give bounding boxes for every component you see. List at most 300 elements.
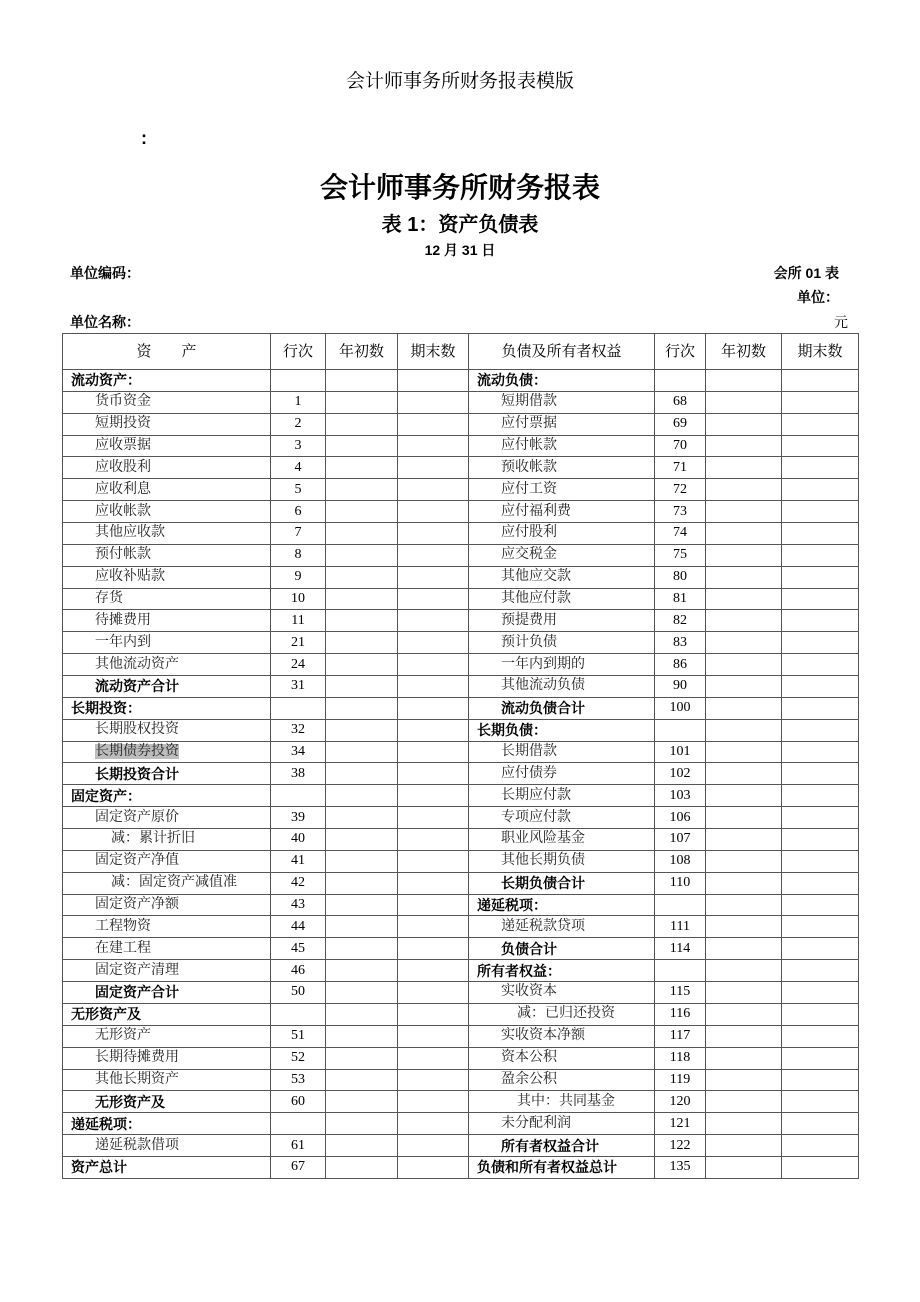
liability-end-value[interactable] bbox=[782, 370, 859, 392]
unit-code-label: 单位编码： bbox=[70, 265, 140, 281]
asset-row-no: 34 bbox=[271, 741, 326, 763]
asset-row-no bbox=[271, 370, 326, 392]
table-header-row bbox=[63, 334, 859, 370]
asset-row-no: 21 bbox=[271, 632, 326, 654]
colon-mark: : bbox=[141, 128, 147, 148]
table-row bbox=[63, 719, 859, 741]
liability-name: 其他长期负债 bbox=[469, 850, 655, 872]
asset-begin-value[interactable] bbox=[326, 763, 398, 785]
asset-end-value[interactable] bbox=[398, 1069, 469, 1091]
asset-end-value[interactable] bbox=[398, 763, 469, 785]
liability-end-value[interactable] bbox=[782, 654, 859, 676]
table-row bbox=[63, 807, 859, 829]
liability-end-value[interactable] bbox=[782, 1091, 859, 1113]
asset-row-no: 61 bbox=[271, 1135, 326, 1157]
asset-begin-value[interactable] bbox=[326, 610, 398, 632]
liability-name: 应付帐款 bbox=[469, 435, 655, 457]
asset-row-no: 6 bbox=[271, 501, 326, 523]
asset-end-value[interactable] bbox=[398, 544, 469, 566]
asset-name: 短期投资 bbox=[63, 413, 271, 435]
asset-end-value[interactable] bbox=[398, 719, 469, 741]
liability-name: 一年内到期的 bbox=[469, 654, 655, 676]
table-row bbox=[63, 1113, 859, 1135]
liability-end-value[interactable] bbox=[782, 785, 859, 807]
liability-name: 应付票据 bbox=[469, 413, 655, 435]
liability-row-no bbox=[655, 960, 706, 982]
liability-row-no: 118 bbox=[655, 1047, 706, 1069]
liability-end-value[interactable] bbox=[782, 763, 859, 785]
liability-name: 流动负债合计 bbox=[469, 697, 655, 719]
liability-begin-value[interactable] bbox=[706, 1156, 782, 1178]
asset-row-no: 2 bbox=[271, 413, 326, 435]
asset-begin-value[interactable] bbox=[326, 1135, 398, 1157]
asset-name: 固定资产合计 bbox=[63, 982, 271, 1004]
asset-end-value[interactable] bbox=[398, 588, 469, 610]
liability-row-no: 70 bbox=[655, 435, 706, 457]
liability-end-value[interactable] bbox=[782, 1135, 859, 1157]
asset-name: 应收补贴款 bbox=[63, 566, 271, 588]
asset-end-value[interactable] bbox=[398, 1156, 469, 1178]
table-row bbox=[63, 938, 859, 960]
liability-begin-value[interactable] bbox=[706, 370, 782, 392]
asset-name: 长期股权投资 bbox=[63, 719, 271, 741]
liability-begin-value[interactable] bbox=[706, 916, 782, 938]
liability-begin-value[interactable] bbox=[706, 479, 782, 501]
liability-end-value[interactable] bbox=[782, 632, 859, 654]
liability-begin-value[interactable] bbox=[706, 894, 782, 916]
liability-row-no: 83 bbox=[655, 632, 706, 654]
liability-begin-value[interactable] bbox=[706, 872, 782, 894]
liability-begin-value[interactable] bbox=[706, 1135, 782, 1157]
header-end-right: 期末数 bbox=[782, 334, 859, 370]
liability-begin-value[interactable] bbox=[706, 807, 782, 829]
asset-row-no: 43 bbox=[271, 894, 326, 916]
liability-row-no: 120 bbox=[655, 1091, 706, 1113]
liability-begin-value[interactable] bbox=[706, 1003, 782, 1025]
asset-row-no: 52 bbox=[271, 1047, 326, 1069]
asset-begin-value[interactable] bbox=[326, 632, 398, 654]
asset-end-value[interactable] bbox=[398, 785, 469, 807]
asset-begin-value[interactable] bbox=[326, 523, 398, 545]
asset-begin-value[interactable] bbox=[326, 435, 398, 457]
table-row bbox=[63, 544, 859, 566]
asset-name: 一年内到 bbox=[63, 632, 271, 654]
table-row bbox=[63, 785, 859, 807]
liability-name: 应付工资 bbox=[469, 479, 655, 501]
asset-begin-value[interactable] bbox=[326, 1003, 398, 1025]
liability-name: 减：已归还投资 bbox=[469, 1003, 655, 1025]
asset-begin-value[interactable] bbox=[326, 479, 398, 501]
asset-row-no: 40 bbox=[271, 829, 326, 851]
liability-end-value[interactable] bbox=[782, 1003, 859, 1025]
asset-name: 长期投资： bbox=[63, 697, 271, 719]
liability-end-value[interactable] bbox=[782, 960, 859, 982]
asset-begin-value[interactable] bbox=[326, 894, 398, 916]
asset-end-value[interactable] bbox=[398, 741, 469, 763]
liability-end-value[interactable] bbox=[782, 807, 859, 829]
liability-end-value[interactable] bbox=[782, 872, 859, 894]
asset-row-no: 53 bbox=[271, 1069, 326, 1091]
liability-row-no: 122 bbox=[655, 1135, 706, 1157]
table-row bbox=[63, 457, 859, 479]
liability-begin-value[interactable] bbox=[706, 523, 782, 545]
asset-end-value[interactable] bbox=[398, 1025, 469, 1047]
liability-begin-value[interactable] bbox=[706, 566, 782, 588]
liability-end-value[interactable] bbox=[782, 413, 859, 435]
asset-begin-value[interactable] bbox=[326, 1025, 398, 1047]
table-row bbox=[63, 654, 859, 676]
liability-begin-value[interactable] bbox=[706, 785, 782, 807]
liability-begin-value[interactable] bbox=[706, 544, 782, 566]
asset-begin-value[interactable] bbox=[326, 938, 398, 960]
asset-begin-value[interactable] bbox=[326, 872, 398, 894]
liability-row-no bbox=[655, 719, 706, 741]
liability-begin-value[interactable] bbox=[706, 741, 782, 763]
asset-begin-value[interactable] bbox=[326, 654, 398, 676]
liability-begin-value[interactable] bbox=[706, 391, 782, 413]
liability-end-value[interactable] bbox=[782, 523, 859, 545]
liability-begin-value[interactable] bbox=[706, 501, 782, 523]
asset-end-value[interactable] bbox=[398, 807, 469, 829]
liability-begin-value[interactable] bbox=[706, 610, 782, 632]
asset-begin-value[interactable] bbox=[326, 697, 398, 719]
table-row bbox=[63, 960, 859, 982]
liability-begin-value[interactable] bbox=[706, 457, 782, 479]
asset-end-value[interactable] bbox=[398, 916, 469, 938]
liability-begin-value[interactable] bbox=[706, 1091, 782, 1113]
currency-label: 元 bbox=[834, 314, 848, 330]
liability-begin-value[interactable] bbox=[706, 435, 782, 457]
asset-end-value[interactable] bbox=[398, 1047, 469, 1069]
table-row bbox=[63, 1091, 859, 1113]
table-row bbox=[63, 610, 859, 632]
liability-name: 短期借款 bbox=[469, 391, 655, 413]
liability-begin-value[interactable] bbox=[706, 719, 782, 741]
liability-name: 其他流动负债 bbox=[469, 676, 655, 698]
liability-name: 应付债券 bbox=[469, 763, 655, 785]
liability-end-value[interactable] bbox=[782, 829, 859, 851]
table-row bbox=[63, 1047, 859, 1069]
liability-end-value[interactable] bbox=[782, 1113, 859, 1135]
unit-name-label: 单位名称： bbox=[70, 314, 140, 330]
asset-begin-value[interactable] bbox=[326, 1069, 398, 1091]
liability-name: 递延税项： bbox=[469, 894, 655, 916]
liability-end-value[interactable] bbox=[782, 1025, 859, 1047]
asset-name: 递延税款借项 bbox=[63, 1135, 271, 1157]
asset-begin-value[interactable] bbox=[326, 391, 398, 413]
asset-row-no: 5 bbox=[271, 479, 326, 501]
liability-row-no: 72 bbox=[655, 479, 706, 501]
liability-end-value[interactable] bbox=[782, 544, 859, 566]
highlighted-text: 长期债券投资 bbox=[95, 744, 179, 760]
liability-name: 其他应付款 bbox=[469, 588, 655, 610]
asset-row-no: 1 bbox=[271, 391, 326, 413]
liability-end-value[interactable] bbox=[782, 719, 859, 741]
asset-name: 应收利息 bbox=[63, 479, 271, 501]
liability-row-no: 119 bbox=[655, 1069, 706, 1091]
asset-end-value[interactable] bbox=[398, 894, 469, 916]
header-liabilities: 负债及所有者权益 bbox=[469, 334, 655, 370]
liability-end-value[interactable] bbox=[782, 697, 859, 719]
asset-end-value[interactable] bbox=[398, 1003, 469, 1025]
asset-name: 流动资产： bbox=[63, 370, 271, 392]
asset-begin-value[interactable] bbox=[326, 413, 398, 435]
table-row bbox=[63, 435, 859, 457]
table-row bbox=[63, 1025, 859, 1047]
asset-name: 固定资产清理 bbox=[63, 960, 271, 982]
asset-row-no: 67 bbox=[271, 1156, 326, 1178]
asset-end-value[interactable] bbox=[398, 435, 469, 457]
asset-begin-value[interactable] bbox=[326, 916, 398, 938]
asset-begin-value[interactable] bbox=[326, 850, 398, 872]
liability-begin-value[interactable] bbox=[706, 413, 782, 435]
table-row bbox=[63, 523, 859, 545]
asset-begin-value[interactable] bbox=[326, 588, 398, 610]
table-row bbox=[63, 413, 859, 435]
liability-row-no: 108 bbox=[655, 850, 706, 872]
liability-begin-value[interactable] bbox=[706, 829, 782, 851]
liability-row-no: 101 bbox=[655, 741, 706, 763]
liability-name: 应付股利 bbox=[469, 523, 655, 545]
liability-begin-value[interactable] bbox=[706, 763, 782, 785]
liability-begin-value[interactable] bbox=[706, 982, 782, 1004]
liability-row-no: 115 bbox=[655, 982, 706, 1004]
asset-row-no: 7 bbox=[271, 523, 326, 545]
asset-row-no: 50 bbox=[271, 982, 326, 1004]
header-begin-right: 年初数 bbox=[706, 334, 782, 370]
liability-row-no: 107 bbox=[655, 829, 706, 851]
asset-name: 其他应收款 bbox=[63, 523, 271, 545]
asset-end-value[interactable] bbox=[398, 982, 469, 1004]
asset-name: 在建工程 bbox=[63, 938, 271, 960]
asset-end-value[interactable] bbox=[398, 960, 469, 982]
liability-end-value[interactable] bbox=[782, 850, 859, 872]
liability-name: 应交税金 bbox=[469, 544, 655, 566]
liability-end-value[interactable] bbox=[782, 982, 859, 1004]
liability-name: 预计负债 bbox=[469, 632, 655, 654]
asset-row-no: 60 bbox=[271, 1091, 326, 1113]
liability-row-no: 116 bbox=[655, 1003, 706, 1025]
liability-row-no: 68 bbox=[655, 391, 706, 413]
asset-name: 应收帐款 bbox=[63, 501, 271, 523]
liability-name: 长期应付款 bbox=[469, 785, 655, 807]
asset-begin-value[interactable] bbox=[326, 741, 398, 763]
liability-end-value[interactable] bbox=[782, 894, 859, 916]
asset-row-no: 44 bbox=[271, 916, 326, 938]
asset-end-value[interactable] bbox=[398, 523, 469, 545]
asset-begin-value[interactable] bbox=[326, 1091, 398, 1113]
liability-row-no: 114 bbox=[655, 938, 706, 960]
asset-row-no: 39 bbox=[271, 807, 326, 829]
liability-row-no: 117 bbox=[655, 1025, 706, 1047]
liability-end-value[interactable] bbox=[782, 1156, 859, 1178]
asset-name bbox=[63, 741, 271, 763]
liability-name: 长期负债： bbox=[469, 719, 655, 741]
liability-row-no: 121 bbox=[655, 1113, 706, 1135]
asset-begin-value[interactable] bbox=[326, 1113, 398, 1135]
asset-end-value[interactable] bbox=[398, 413, 469, 435]
header-begin: 年初数 bbox=[326, 334, 398, 370]
asset-begin-value[interactable] bbox=[326, 501, 398, 523]
asset-begin-value[interactable] bbox=[326, 785, 398, 807]
asset-begin-value[interactable] bbox=[326, 982, 398, 1004]
table-row bbox=[63, 1003, 859, 1025]
liability-begin-value[interactable] bbox=[706, 960, 782, 982]
liability-end-value[interactable] bbox=[782, 938, 859, 960]
liability-end-value[interactable] bbox=[782, 676, 859, 698]
liability-end-value[interactable] bbox=[782, 479, 859, 501]
liability-end-value[interactable] bbox=[782, 916, 859, 938]
balance-sheet-table bbox=[62, 333, 859, 1179]
asset-begin-value[interactable] bbox=[326, 1156, 398, 1178]
table-row bbox=[63, 479, 859, 501]
asset-end-value[interactable] bbox=[398, 566, 469, 588]
asset-name: 待摊费用 bbox=[63, 610, 271, 632]
asset-end-value[interactable] bbox=[398, 872, 469, 894]
report-title: 会计师事务所财务报表 bbox=[319, 172, 600, 203]
liability-begin-value[interactable] bbox=[706, 697, 782, 719]
liability-end-value[interactable] bbox=[782, 610, 859, 632]
liability-name: 职业风险基金 bbox=[469, 829, 655, 851]
asset-name: 预付帐款 bbox=[63, 544, 271, 566]
table-row bbox=[63, 916, 859, 938]
asset-name: 存货 bbox=[63, 588, 271, 610]
header-row-no: 行次 bbox=[271, 334, 326, 370]
asset-name: 无形资产及 bbox=[63, 1003, 271, 1025]
asset-name: 减：固定资产减值准 bbox=[63, 872, 271, 894]
liability-row-no bbox=[655, 370, 706, 392]
liability-end-value[interactable] bbox=[782, 457, 859, 479]
asset-row-no bbox=[271, 785, 326, 807]
liability-row-no: 86 bbox=[655, 654, 706, 676]
table-row bbox=[63, 982, 859, 1004]
liability-row-no: 69 bbox=[655, 413, 706, 435]
liability-end-value[interactable] bbox=[782, 501, 859, 523]
liability-end-value[interactable] bbox=[782, 741, 859, 763]
liability-name: 递延税款贷项 bbox=[469, 916, 655, 938]
asset-name: 其他流动资产 bbox=[63, 654, 271, 676]
liability-begin-value[interactable] bbox=[706, 676, 782, 698]
liability-name: 长期负债合计 bbox=[469, 872, 655, 894]
asset-end-value[interactable] bbox=[398, 632, 469, 654]
asset-end-value[interactable] bbox=[398, 697, 469, 719]
liability-end-value[interactable] bbox=[782, 588, 859, 610]
asset-end-value[interactable] bbox=[398, 391, 469, 413]
asset-begin-value[interactable] bbox=[326, 719, 398, 741]
liability-row-no: 73 bbox=[655, 501, 706, 523]
asset-begin-value[interactable] bbox=[326, 370, 398, 392]
asset-end-value[interactable] bbox=[398, 479, 469, 501]
table-row bbox=[63, 676, 859, 698]
table-row bbox=[63, 391, 859, 413]
asset-end-value[interactable] bbox=[398, 610, 469, 632]
asset-begin-value[interactable] bbox=[326, 960, 398, 982]
liability-name: 流动负债： bbox=[469, 370, 655, 392]
liability-row-no: 82 bbox=[655, 610, 706, 632]
liability-name: 负债合计 bbox=[469, 938, 655, 960]
asset-name: 资产总计 bbox=[63, 1156, 271, 1178]
liability-begin-value[interactable] bbox=[706, 632, 782, 654]
liability-name: 未分配利润 bbox=[469, 1113, 655, 1135]
table-row bbox=[63, 872, 859, 894]
asset-end-value[interactable] bbox=[398, 829, 469, 851]
asset-name: 货币资金 bbox=[63, 391, 271, 413]
asset-begin-value[interactable] bbox=[326, 807, 398, 829]
asset-end-value[interactable] bbox=[398, 654, 469, 676]
asset-name: 应收票据 bbox=[63, 435, 271, 457]
asset-end-value[interactable] bbox=[398, 1113, 469, 1135]
liability-row-no: 103 bbox=[655, 785, 706, 807]
liability-end-value[interactable] bbox=[782, 1047, 859, 1069]
asset-row-no: 42 bbox=[271, 872, 326, 894]
liability-row-no: 100 bbox=[655, 697, 706, 719]
asset-end-value[interactable] bbox=[398, 370, 469, 392]
asset-begin-value[interactable] bbox=[326, 544, 398, 566]
liability-begin-value[interactable] bbox=[706, 654, 782, 676]
liability-end-value[interactable] bbox=[782, 391, 859, 413]
liability-begin-value[interactable] bbox=[706, 1047, 782, 1069]
document-header-title: 会计师事务所财务报表模版 bbox=[345, 71, 574, 92]
liability-name: 长期借款 bbox=[469, 741, 655, 763]
asset-end-value[interactable] bbox=[398, 850, 469, 872]
asset-end-value[interactable] bbox=[398, 676, 469, 698]
liability-row-no: 111 bbox=[655, 916, 706, 938]
asset-begin-value[interactable] bbox=[326, 457, 398, 479]
report-date: 12 月 31 日 bbox=[424, 242, 496, 258]
asset-row-no: 9 bbox=[271, 566, 326, 588]
asset-begin-value[interactable] bbox=[326, 676, 398, 698]
asset-row-no: 3 bbox=[271, 435, 326, 457]
liability-end-value[interactable] bbox=[782, 435, 859, 457]
asset-row-no: 8 bbox=[271, 544, 326, 566]
asset-begin-value[interactable] bbox=[326, 566, 398, 588]
liability-row-no: 106 bbox=[655, 807, 706, 829]
table-row bbox=[63, 850, 859, 872]
asset-end-value[interactable] bbox=[398, 1135, 469, 1157]
liability-name: 所有者权益合计 bbox=[469, 1135, 655, 1157]
liability-begin-value[interactable] bbox=[706, 588, 782, 610]
liability-end-value[interactable] bbox=[782, 566, 859, 588]
liability-name: 预提费用 bbox=[469, 610, 655, 632]
liability-row-no: 71 bbox=[655, 457, 706, 479]
asset-begin-value[interactable] bbox=[326, 1047, 398, 1069]
asset-end-value[interactable] bbox=[398, 457, 469, 479]
asset-name: 固定资产净值 bbox=[63, 850, 271, 872]
asset-end-value[interactable] bbox=[398, 1091, 469, 1113]
unit-label: 单位： bbox=[797, 289, 839, 305]
liability-begin-value[interactable] bbox=[706, 1069, 782, 1091]
asset-name: 递延税项： bbox=[63, 1113, 271, 1135]
liability-name: 实收资本净额 bbox=[469, 1025, 655, 1047]
liability-begin-value[interactable] bbox=[706, 938, 782, 960]
liability-begin-value[interactable] bbox=[706, 1113, 782, 1135]
asset-name: 流动资产合计 bbox=[63, 676, 271, 698]
liability-begin-value[interactable] bbox=[706, 1025, 782, 1047]
asset-begin-value[interactable] bbox=[326, 829, 398, 851]
asset-name: 长期待摊费用 bbox=[63, 1047, 271, 1069]
liability-name: 资本公积 bbox=[469, 1047, 655, 1069]
asset-end-value[interactable] bbox=[398, 501, 469, 523]
liability-begin-value[interactable] bbox=[706, 850, 782, 872]
asset-end-value[interactable] bbox=[398, 938, 469, 960]
asset-row-no bbox=[271, 697, 326, 719]
asset-name: 固定资产净额 bbox=[63, 894, 271, 916]
liability-end-value[interactable] bbox=[782, 1069, 859, 1091]
liability-row-no bbox=[655, 894, 706, 916]
liability-name: 其中：共同基金 bbox=[469, 1091, 655, 1113]
liability-name: 专项应付款 bbox=[469, 807, 655, 829]
table-row bbox=[63, 632, 859, 654]
